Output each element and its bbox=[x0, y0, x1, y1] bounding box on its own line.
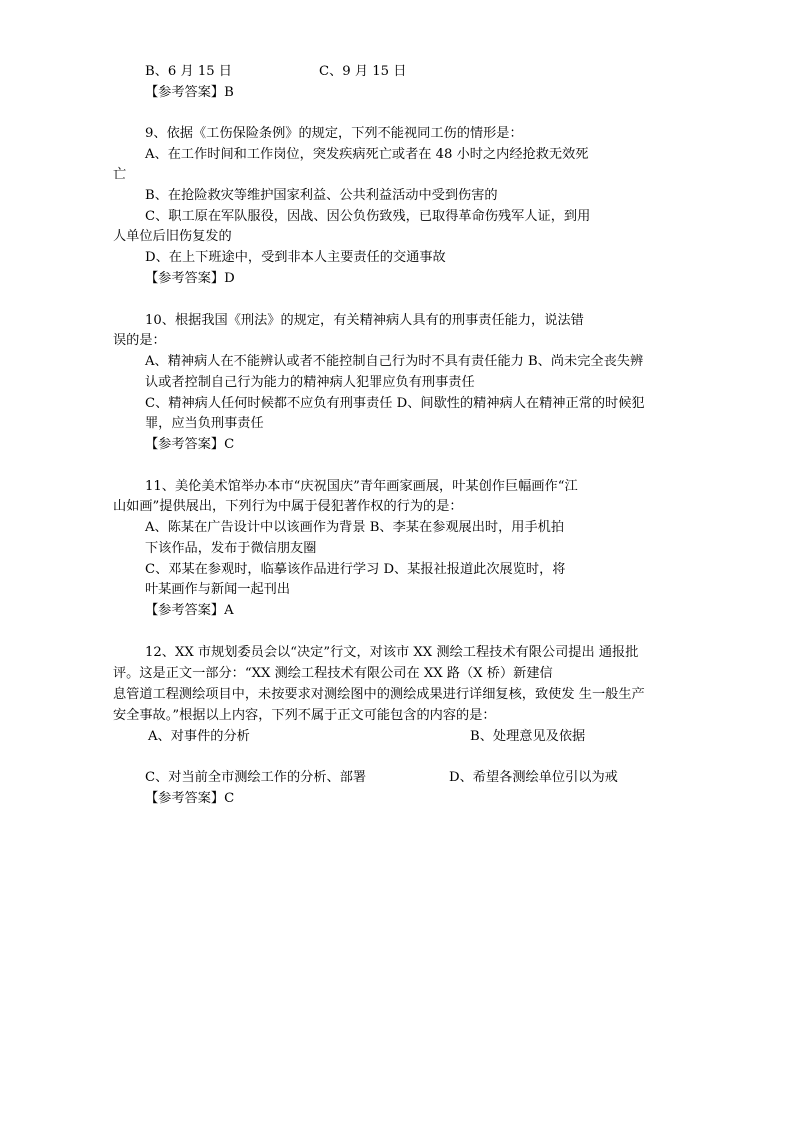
q11-options-line-3: C、邓某在参观时，临摹该作品进行学习 D、某报社报道此次展览时，将 bbox=[145, 562, 566, 577]
q12-option-d: D、希望各测绘单位引以为戒 bbox=[449, 770, 618, 785]
q9-option-a-cont: 亡 bbox=[113, 167, 127, 182]
q10-answer: 【参考答案】C bbox=[145, 437, 235, 452]
q10-options-line-4: 罪，应当负刑事责任 bbox=[145, 416, 264, 431]
q11-stem-cont: 山如画”提供展出，下列行为中属于侵犯著作权的行为的是： bbox=[113, 499, 463, 514]
q12-option-c: C、对当前全市测绘工作的分析、部署 bbox=[145, 770, 367, 785]
q12-stem: 12、XX 市规划委员会以“决定”行文，对该市 XX 测绘工程技术有限公司提出 通报批 bbox=[145, 645, 639, 660]
q8-option-c: C、9 月 15 日 bbox=[319, 64, 407, 79]
q10-options-line-3: C、精神病人任何时候都不应负有刑事责任 D、间歇性的精神病人在精神正常的时候犯 bbox=[145, 396, 645, 411]
q9-option-d: D、在上下班途中，受到非本人主要责任的交通事故 bbox=[145, 250, 446, 265]
q12-option-b: B、处理意见及依据 bbox=[470, 729, 586, 744]
q12-stem-cont-3: 安全事故。”根据以上内容，下列不属于正文可能包含的内容的是： bbox=[113, 708, 496, 723]
q9-option-c-cont: 人单位后旧伤复发的 bbox=[113, 229, 232, 244]
q11-stem: 11、美伦美术馆举办本市“庆祝国庆”青年画家画展，叶某创作巨幅画作“江 bbox=[145, 479, 578, 494]
q9-option-c: C、职工原在军队服役，因战、因公负伤致残，已取得革命伤残军人证，到用 bbox=[145, 209, 591, 224]
q12-stem-cont-1: 评。这是正文一部分：“XX 测绘工程技术有限公司在 XX 路（X 桥）新建信 bbox=[113, 666, 553, 681]
q8-option-b: B、6 月 15 日 bbox=[145, 64, 232, 79]
q12-stem-cont-2: 息管道工程测绘项目中，未按要求对测绘图中的测绘成果进行详细复核，致使发 生一般生产 bbox=[113, 687, 645, 702]
q8-answer: 【参考答案】B bbox=[145, 85, 234, 100]
q9-option-a: A、在工作时间和工作岗位，突发疾病死亡或者在 48 小时之内经抢救无效死 bbox=[145, 147, 589, 162]
q12-answer: 【参考答案】C bbox=[145, 791, 235, 806]
q11-options-line-4: 叶某画作与新闻一起刊出 bbox=[145, 582, 291, 597]
q12-option-a: A、对事件的分析 bbox=[148, 729, 250, 744]
q10-options-line-1: A、精神病人在不能辨认或者不能控制自己行为时不具有责任能力 B、尚未完全丧失辨 bbox=[145, 354, 644, 369]
q9-answer: 【参考答案】D bbox=[145, 271, 235, 286]
q10-options-line-2: 认或者控制自己行为能力的精神病人犯罪应负有刑事责任 bbox=[145, 375, 475, 390]
q11-options-line-2: 下该作品，发布于微信朋友圈 bbox=[145, 541, 317, 556]
q10-stem-cont: 误的是： bbox=[113, 333, 166, 348]
q11-answer: 【参考答案】A bbox=[145, 603, 234, 618]
q9-option-b: B、在抢险救灾等维护国家利益、公共利益活动中受到伤害的 bbox=[145, 188, 498, 203]
q9-stem: 9、依据《工伤保险条例》的规定，下列不能视同工伤的情形是： bbox=[145, 126, 523, 141]
q11-options-line-1: A、陈某在广告设计中以该画作为背景 B、李某在参观展出时，用手机拍 bbox=[145, 520, 565, 535]
q10-stem: 10、根据我国《刑法》的规定，有关精神病人具有的刑事责任能力，说法错 bbox=[145, 313, 584, 328]
